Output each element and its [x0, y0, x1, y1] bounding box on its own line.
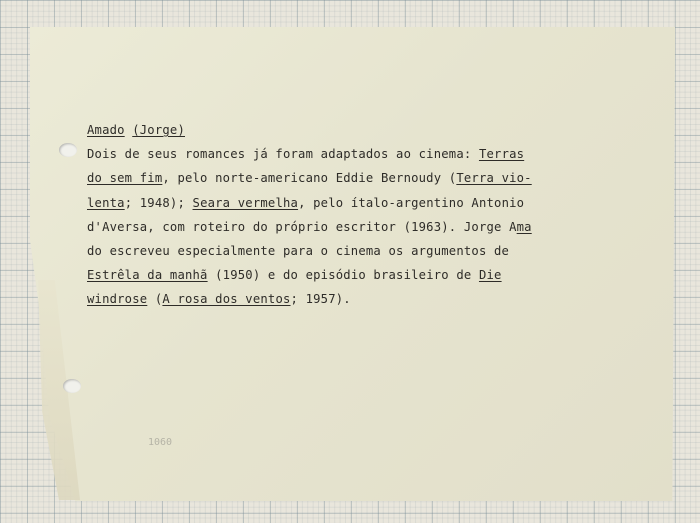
text-segment: (: [147, 292, 163, 307]
text-line: [87, 263, 557, 287]
text-segment: do escreveu especialmente para o cinema os argumentos de: [87, 243, 510, 258]
text-segment: d'Aversa, com roteiro do próprio escritor (1963). Jorge A: [87, 219, 517, 234]
underlined-title: Terra vio-: [456, 171, 532, 186]
text-segment: , pelo ítalo-argentino Antonio: [298, 195, 525, 210]
heading-given-name: (Jorge): [132, 123, 185, 137]
text-segment: , pelo norte-americano Eddie Bernoudy (: [162, 171, 457, 186]
entry-body: [87, 142, 557, 311]
underlined-title: Seara vermelha: [192, 195, 299, 210]
text-line: [87, 142, 557, 166]
entry-heading: [87, 118, 557, 142]
underlined-title: Estrêla da manhã: [87, 268, 208, 283]
text-line: [87, 215, 557, 239]
punch-hole-bottom: [63, 379, 81, 393]
underlined-title: A rosa dos ventos: [162, 292, 291, 307]
faded-stamp-number: 1060: [148, 437, 173, 448]
text-line: [87, 191, 557, 215]
underlined-title: lenta: [87, 195, 125, 210]
underlined-title: Terras: [478, 147, 525, 162]
heading-surname: Amado: [87, 123, 125, 137]
text-segment: Dois de seus romances já foram adaptados ao cinema:: [87, 147, 479, 162]
underlined-title: do sem fim: [87, 171, 163, 186]
underlined-title: Die: [478, 268, 502, 283]
underlined-title: windrose: [87, 292, 148, 307]
text-line: [87, 239, 557, 263]
text-segment: (1950) e do episódio brasileiro de: [207, 268, 479, 283]
text-segment: ; 1948);: [124, 195, 193, 210]
text-segment: ; 1957).: [290, 292, 351, 307]
text-line: [87, 287, 557, 311]
punch-hole-top: [59, 143, 77, 157]
typed-entry: [87, 118, 557, 312]
underlined-title: ma: [516, 219, 532, 234]
text-line: [87, 166, 557, 190]
